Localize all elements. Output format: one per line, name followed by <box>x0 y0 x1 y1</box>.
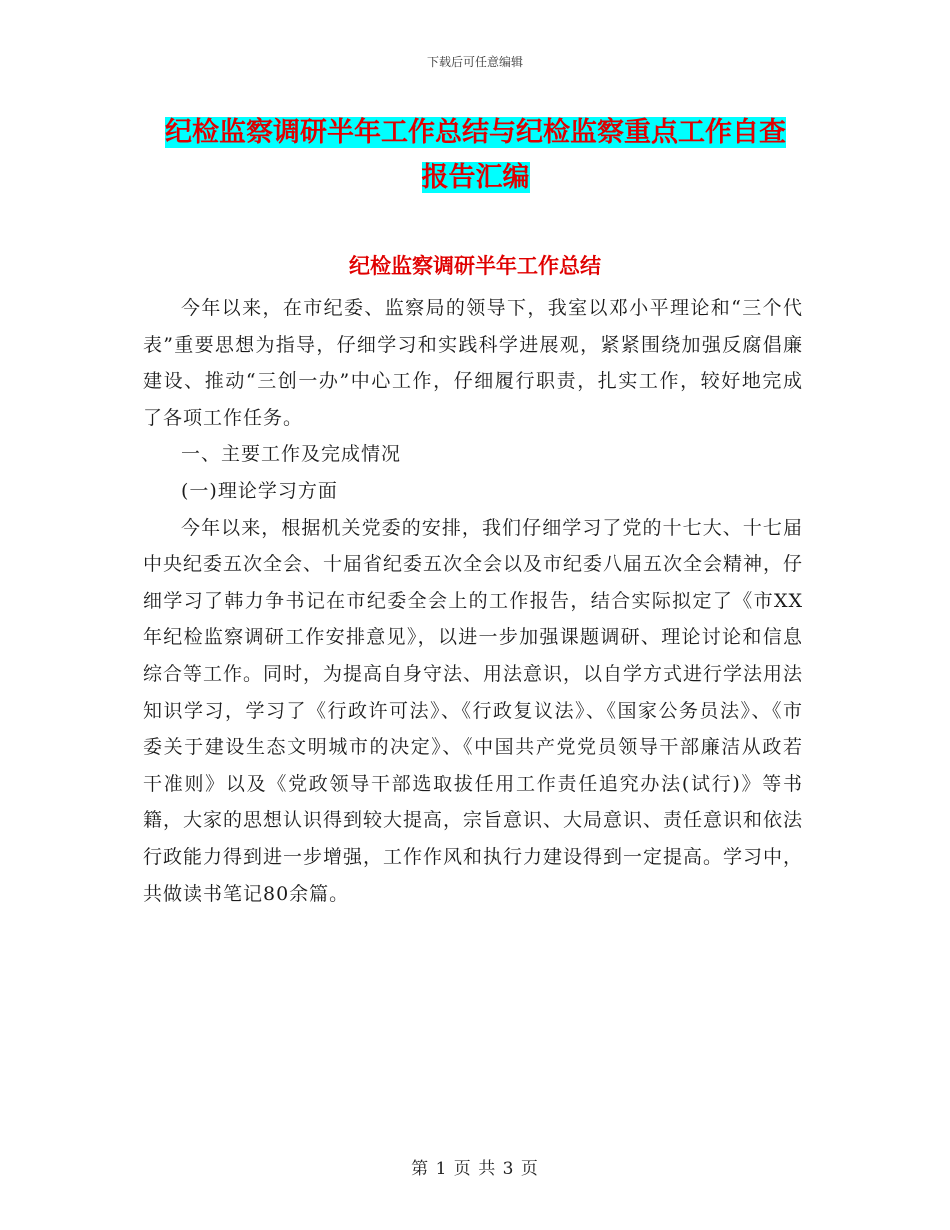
paragraph: 今年以来，根据机关党委的安排，我们仔细学习了党的十七大、十七届中央纪委五次全会、十届省纪委五次全会以及市纪委八届五次全会精神，仔细学习了韩力争书记在市纪委全会上的工作报告，结合实际拟定了《市XX年纪检监察调研工作安排意见》，以进一步加强课题调研、理论讨论和信息综合等工作。同时，为提高自身守法、用法意识，以自学方式进行学法用法知识学习，学习了《行政许可法》、《行政复议法》、《国家公务员法》、《市委关于建设生态文明城市的决定》、《中国共产党党员领导干部廉洁从政若干准则》以及《党政领导干部选取拔任用工作责任追究办法(试行)》等书籍，大家的思想认识得到较大提高，宗旨意识、大局意识、责任意识和依法行政能力得到进一步增强，工作作风和执行力建设得到一定提高。学习中，共做读书笔记80余篇。 <box>143 516 804 905</box>
paragraph: 今年以来，在市纪委、监察局的领导下，我室以邓小平理论和“三个代表”重要思想为指导，仔细学习和实践科学进展观，紧紧围绕加强反腐倡廉建设、推动“三创一办”中心工作，仔细履行职责，扎实工作，较好地完成了各项工作任务。 <box>143 297 803 429</box>
document-title <box>143 110 808 200</box>
paragraph: (一)理论学习方面 <box>181 479 338 502</box>
body-text <box>143 290 803 912</box>
title-line-1: 纪检监察调研半年工作总结与纪检监察重点工作自查 <box>165 117 786 148</box>
title-line-2: 报告汇编 <box>421 162 530 193</box>
page-footer: 第 1 页 共 3 页 <box>411 1159 539 1179</box>
paragraph: 一、主要工作及完成情况 <box>181 443 402 466</box>
header-note: 下载后可任意编辑 <box>426 55 523 69</box>
section-title: 纪检监察调研半年工作总结 <box>349 254 601 278</box>
